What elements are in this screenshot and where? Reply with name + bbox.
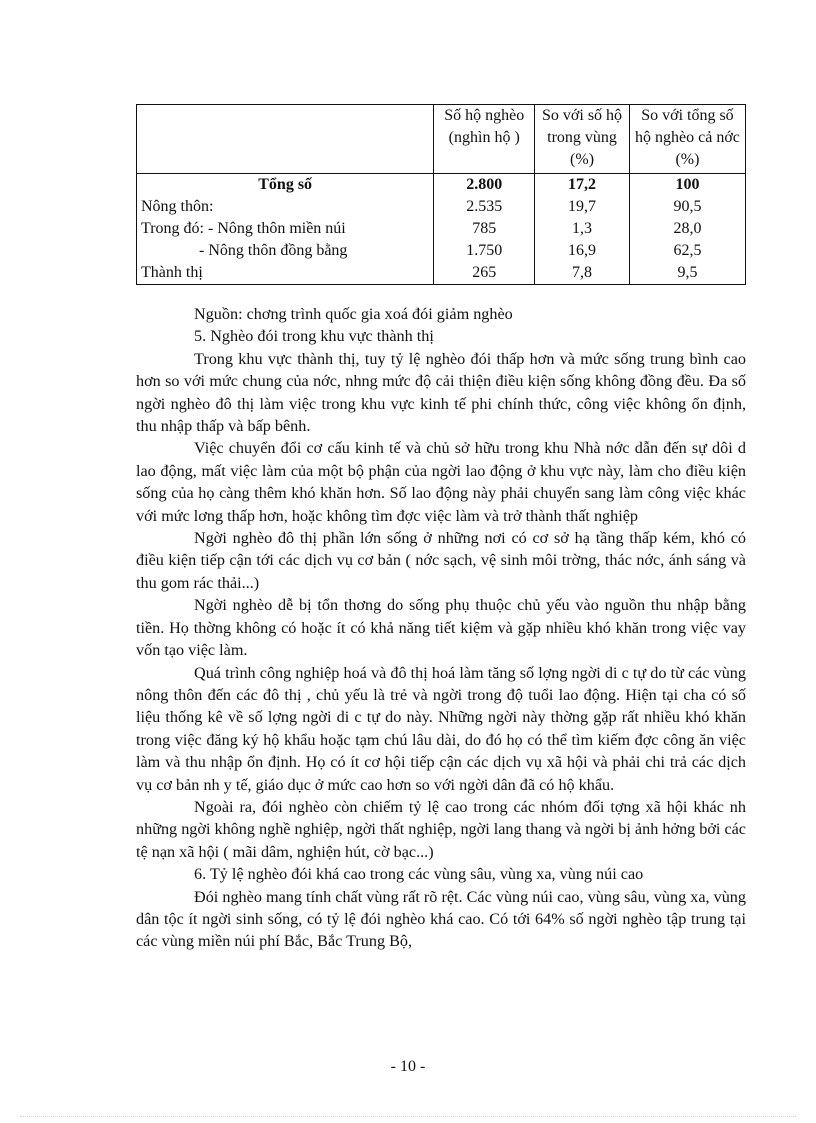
body-text: [136, 303, 746, 953]
table-cell: 1,3: [535, 218, 630, 240]
table-header-cell: [137, 105, 434, 174]
paragraph: Ngoài ra, đói nghèo còn chiếm tỷ lệ cao trong các nhóm đối tợng xã hội khác nh những ngời không nghề nghiệp, ngời thất nghiệp, ngời lang thang và ngời bị ảnh hởng bởi các tệ nạn xã hội ( mãi dâm, nghiện hút, cờ bạc...): [136, 797, 746, 861]
paragraph: Việc chuyển đổi cơ cấu kinh tế và chủ sở hữu trong khu Nhà nớc dẫn đến sự dôi d lao động, mất việc làm của một bộ phận của ngời lao động ở khu vực này, làm cho điều kiện sống của họ càng thêm khó khăn hơn. Số lao động này phải chuyển sang làm công việc khác với mức lơng thấp hơn, hoặc không tìm đợc việc làm và trở thành thất nghiệp: [136, 439, 746, 525]
row-label: - Nông thôn đồng bằng: [199, 242, 348, 259]
row-label: Trong đó: - Nông thôn miền núi: [137, 218, 434, 240]
table-cell: 785: [434, 218, 535, 240]
table-header-cell: So với tổng số hộ nghèo cả nớc (%): [629, 105, 745, 174]
table-cell: 1.750: [434, 240, 535, 262]
table-header-cell: So với số hộ trong vùng (%): [535, 105, 630, 174]
paragraph: Trong khu vực thành thị, tuy tỷ lệ nghèo đói thấp hơn và mức sống trung bình cao hơn so với mức chung của nớc, nhng mức độ cải thiện điều kiện sống không đồng đều. Đa số ngời nghèo đô thị làm việc trong khu vực kinh tế phi chính thức, công việc không ổn định, thu nhập thấp và bấp bênh.: [136, 349, 746, 436]
table-cell: 19,7: [535, 196, 630, 218]
table-row: [137, 196, 746, 218]
table-header-cell: Số hộ nghèo (nghìn hộ ): [434, 105, 535, 174]
table-cell: 17,2: [535, 174, 630, 197]
page-edge-divider: [20, 1116, 796, 1117]
table-row: [137, 174, 746, 197]
row-label: Tổng số: [137, 174, 434, 197]
table-header-row: [137, 105, 746, 174]
paragraph: Ngời nghèo dễ bị tổn thơng do sống phụ thuộc chủ yếu vào nguồn thu nhập bằng tiền. Họ thờng không có hoặc ít có khả năng tiết kiệm và gặp nhiều khó khăn trong việc vay vốn tạo việc làm.: [136, 596, 746, 660]
paragraph: Quá trình công nghiệp hoá và đô thị hoá làm tăng số lợng ngời di c tự do từ các vùng nông thôn đến các đô thị , chủ yếu là trẻ và ngời trong độ tuổi lao động. Hiện tại cha có số liệu thống kê về số lợng ngời di c tự do này. Những ngời này thờng gặp rất nhiều khó khăn trong việc đăng ký hộ khẩu hoặc tạm chú lâu dài, do đó họ có thể tìm kiếm đợc công ăn việc làm và thu nhập ổn định. Họ có ít cơ hội tiếp cận các dịch vụ xã hội và phải chi trả các dịch vụ cơ bản nh y tế, giáo dục ở mức cao hơn so với ngời dân đã có hộ khẩu.: [136, 663, 746, 794]
table-cell: 90,5: [629, 196, 745, 218]
poverty-statistics-table: [136, 104, 746, 285]
table-cell: 265: [434, 262, 535, 285]
table-row: [137, 240, 746, 262]
row-label: Nông thôn:: [137, 196, 434, 218]
table-cell: 7,8: [535, 262, 630, 285]
table-cell: 9,5: [629, 262, 745, 285]
paragraph: Ngời nghèo đô thị phần lớn sống ở những nơi có cơ sở hạ tầng thấp kém, khó có điều kiện tiếp cận tới các dịch vụ cơ bản ( nớc sạch, vệ sinh môi trờng, thác nớc, ánh sáng và thu gom rác thải...): [136, 529, 746, 592]
table-row: [137, 262, 746, 285]
section-5-heading: 5. Nghèo đói trong khu vực thành thị: [194, 327, 434, 346]
table-cell: 62,5: [629, 240, 745, 262]
table-cell: 100: [629, 174, 745, 197]
table-row: [137, 218, 746, 240]
table-cell: 2.535: [434, 196, 535, 218]
source-note: Nguồn: chơng trình quốc gia xoá đói giảm nghèo: [194, 305, 513, 323]
table-cell: 16,9: [535, 240, 630, 262]
table-cell: 2.800: [434, 174, 535, 197]
table-cell: 28,0: [629, 218, 745, 240]
row-label: Thành thị: [137, 262, 434, 285]
page-number: - 10 -: [390, 1058, 426, 1075]
paragraph: Đói nghèo mang tính chất vùng rất rõ rệt. Các vùng núi cao, vùng sâu, vùng xa, vùng dân tộc ít ngời sinh sống, có tỷ lệ đói nghèo khá cao. Có tới 64% số ngời nghèo tập trung tại các vùng miền núi phí Bắc, Bắc Trung Bộ,: [136, 887, 746, 951]
section-6-heading: 6. Tỷ lệ nghèo đói khá cao trong các vùng sâu, vùng xa, vùng núi cao: [194, 865, 644, 884]
